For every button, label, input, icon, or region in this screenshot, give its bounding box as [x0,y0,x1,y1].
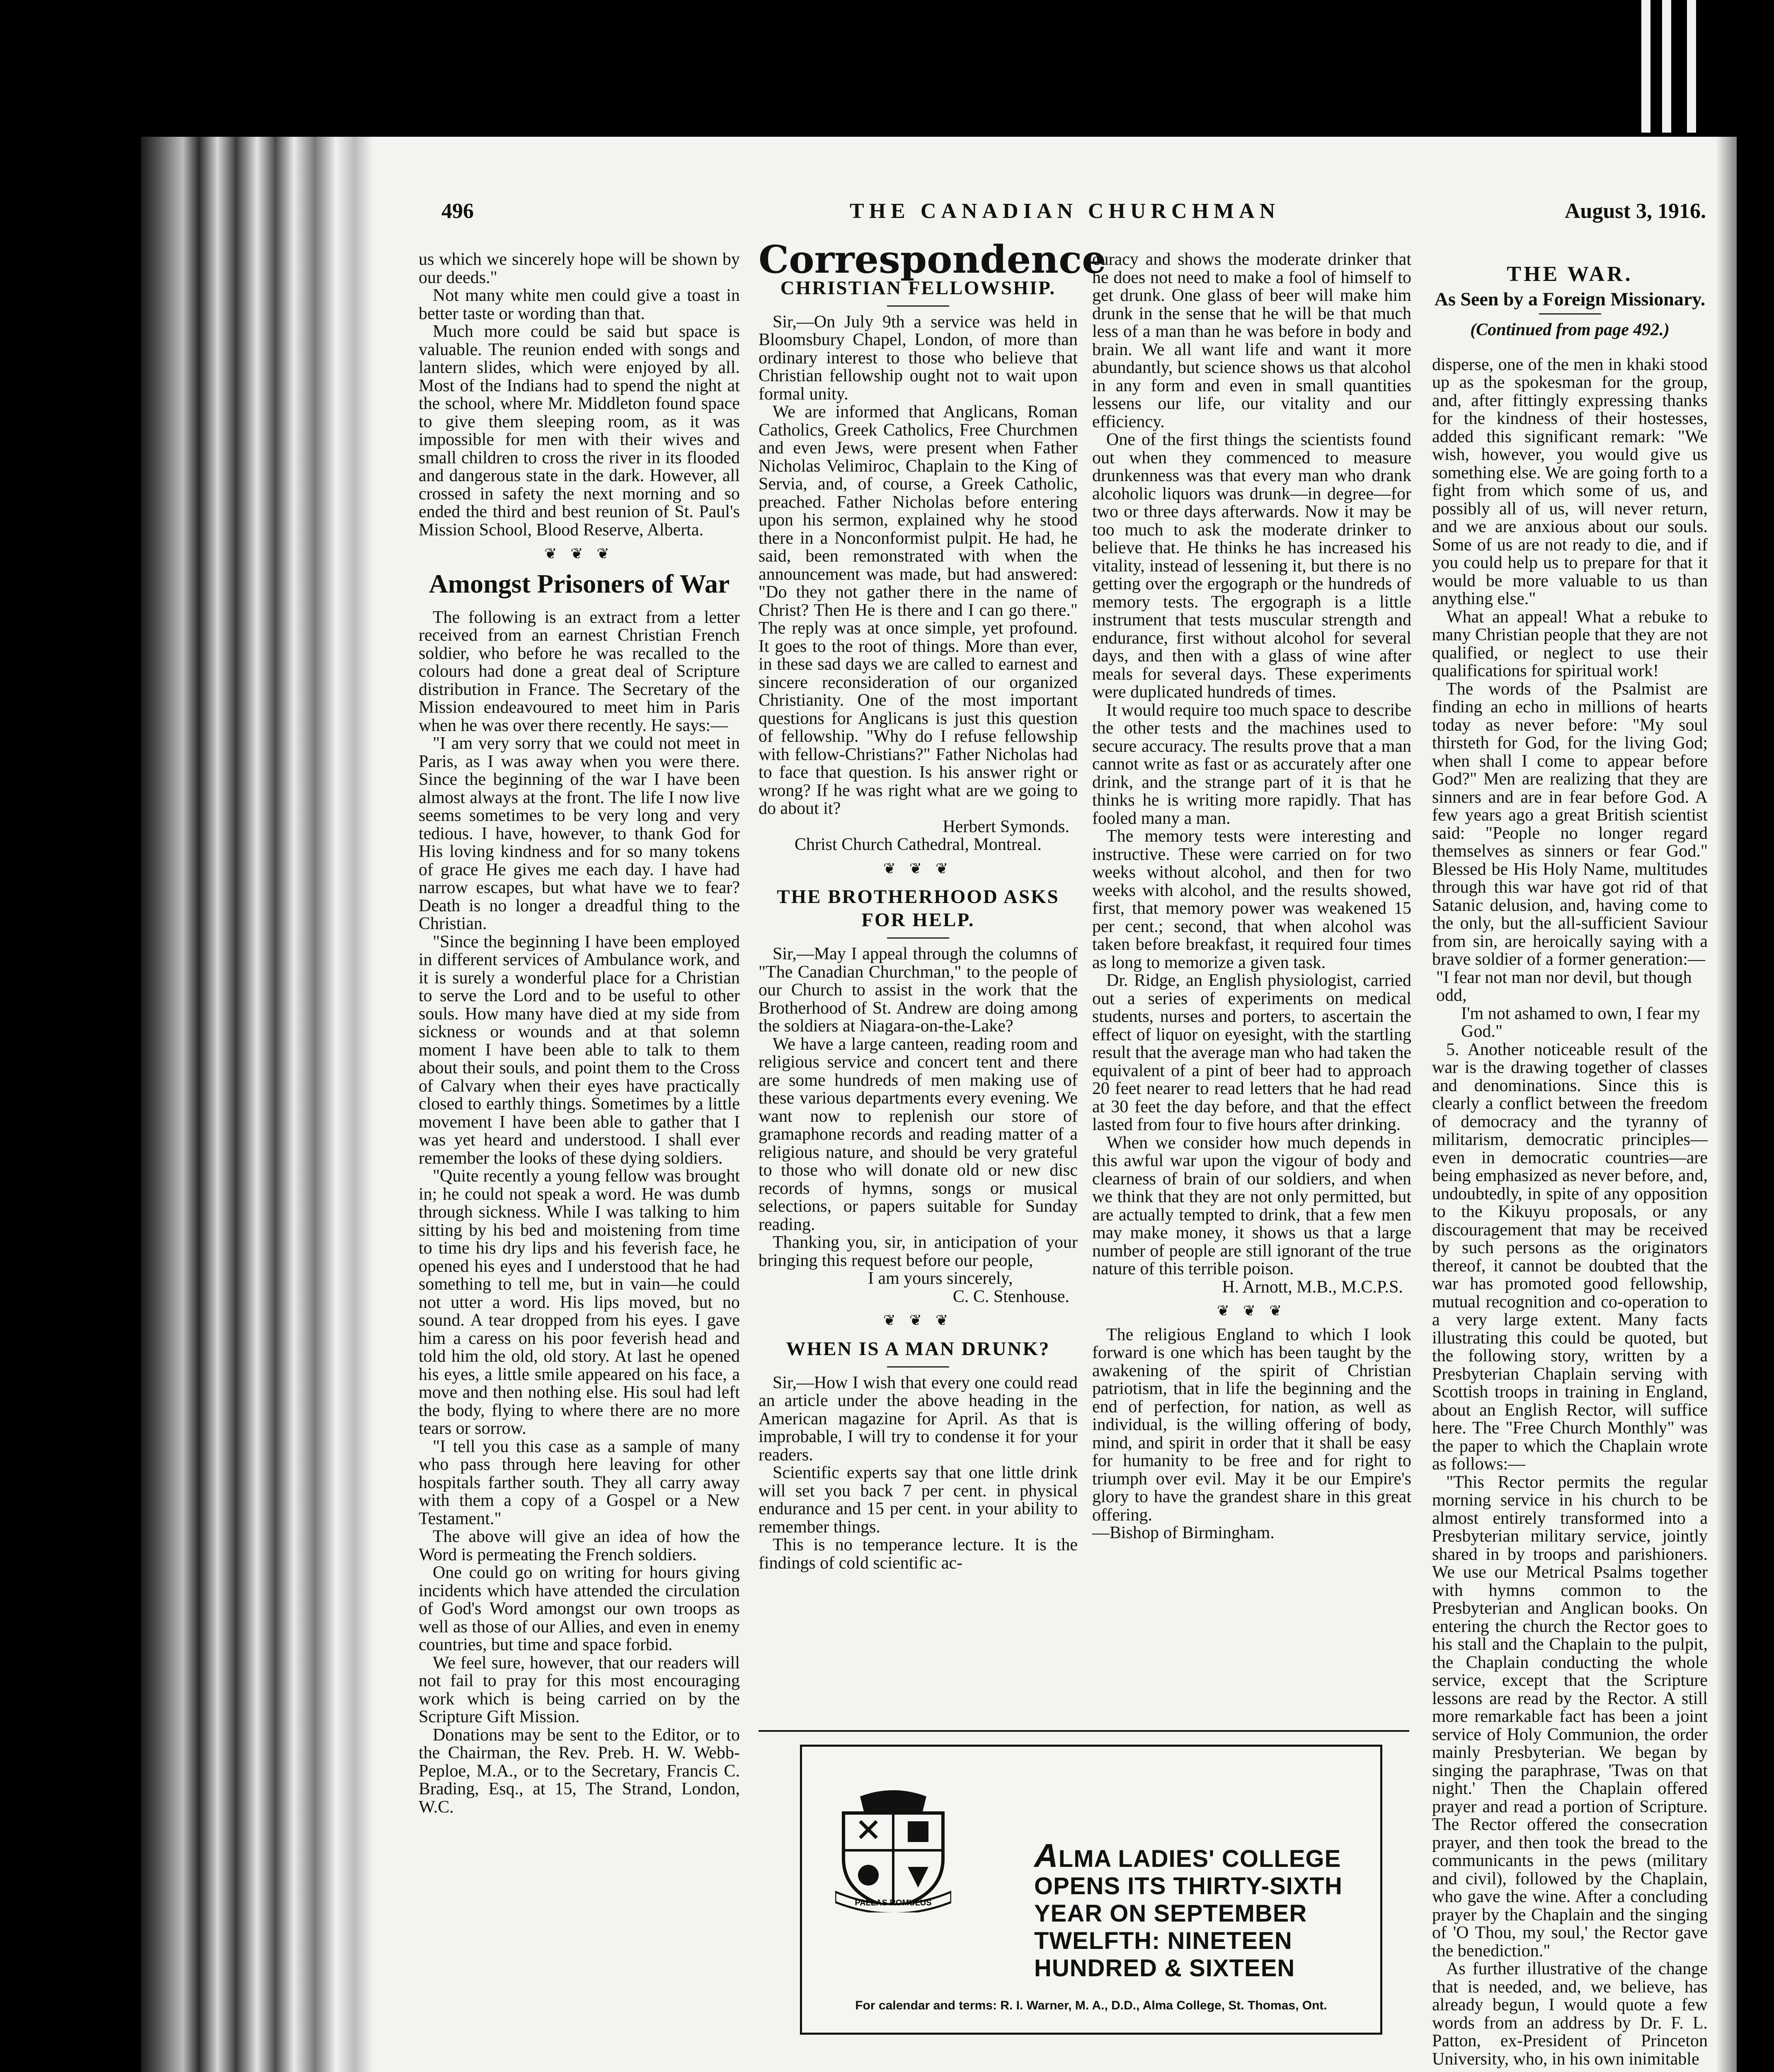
ornament: ❦ ❦ ❦ [544,545,614,562]
ad-headline [1034,1837,1343,1982]
letter-paragraph: Sir,—May I appeal through the columns of "The Canadian Churchman," to the people of our Church to assist in the work that the Brotherhood of St. Andrew are doing among the soldiers at Niagara-on-the-Lake? [759,944,1078,1036]
film-edge-mark [1662,0,1671,133]
article-paragraph: 5. Another noticeable result of the war is the drawing together of classes and denominations. Since this is clearly a conflict between the freedom of democracy and the tyranny of militarism, democratic principles—even in democratic countries—are being emphasized as never before, and, undoubtedly, in spite of any opposition to the Kikuyu proposals, or any discouragement that may be received by such persons as the originators thereof, it cannot be doubted that the war has promoted good fellowship, mutual recognition and co-operation to a very large extent. Many facts illustrating this could be quoted, but the following story, written by a Presbyterian Chaplain serving with Scottish troops in training in England, about an English Rector, will suffice here. The "Free Church Monthly" was the paper to which the Chaplain wrote as follows:— [1432,1040,1708,1474]
section-title: Correspondence [759,237,1106,282]
film-edge-mark [1687,0,1696,133]
crest-motto: PALLAS ROMULUS [855,1898,932,1907]
letter-closing: I am yours sincerely, [868,1269,1013,1288]
letter-paragraph: Dr. Ridge, an English physiologist, carried out a series of experiments on medical students, nurses and porters, to ascertain the effect of liquor on eyesight, with the startling result that the average man who had taken the equivalent of a pint of beer had to approach 20 feet nearer to read letters that he had read at 30 feet the day before, and that the effect lasted from four to five hours after drinking. [1092,971,1411,1134]
letter-paragraph: We have a large canteen, reading room and religious service and concert tent and there are some hundreds of men making use of these various departments every evening. We want now to replenish our store of gramaphone records and reading matter of a religious nature, and should be very grateful to those who will donate old or new disc records of hymns, songs or musical selections, or papers suitable for Sunday reading. [759,1034,1078,1234]
column-2 [759,237,1106,1573]
verse-line: I'm not ashamed to own, I fear my God." [1461,1004,1700,1041]
ad-line: TWELFTH: NINETEEN [1034,1927,1292,1954]
letter-paragraph: When we consider how much depends in this awful war upon the vigour of body and clearness of brain of our soldiers, and when we think that they are not only permitted, but are actually tempted to drink, that a few men may make money, it shows us that a large number of people are still ignorant of the true nature of this terrible poison. [1092,1133,1411,1278]
ad-line: YEAR ON SEPTEMBER [1034,1900,1307,1927]
article-paragraph: The words of the Psalmist are finding an echo in millions of hearts today as never before: "My soul thirsteth for God, for the living God; when shall I come to appear before God?" Men are realizing that they are sinners and are in fear before God. A few years ago a great British scientist said: "People no longer regard themselves as sinners or fear God." Blessed be His Holy Name, multitudes through this war have got rid of that Satanic delusion, and, having come to the only, but the all-sufficient Saviour from sin, are heroically saying with a brave soldier of a former generation:— [1432,679,1708,969]
column-3 [1092,251,1411,1542]
letter-paragraph: Scientific experts say that one little drink will set you back 7 per cent. in physical endurance and 15 per cent. in your ability to remember things. [759,1463,1078,1537]
quote-source: —Bishop of Birmingham. [1092,1523,1275,1542]
alma-college-advertisement [800,1745,1382,2035]
article-paragraph: Donations may be sent to the Editor, or to the Chairman, the Rev. Preb. H. W. Webb-Peploe, M.A., or to the Secretary, Francis C. Brading, Esq., at 15, The Strand, London, W.C. [419,1725,740,1817]
article-paragraph: We feel sure, however, that our readers will not fail to pray for this most encouraging work which is being carried on by the Scripture Gift Mission. [419,1653,740,1726]
letter-paragraph: One of the first things the scientists found out when they commenced to measure drunkenness was that every man who drank alcoholic liquors was drunk—in degree—for two or three days afterwards. Now it may be too much to ask the moderate drinker to believe that. He thinks he has increased his vitality, instead of lessening it, but there is no getting over the ergograph or the hundreds of memory tests. The ergograph is a little instrument that tests muscular strength and endurance, first without alcohol for several days, and then with a glass of wine after meals for several days. These experiments were duplicated hundreds of times. [1092,430,1411,702]
ad-line: OPENS ITS THIRTY-SIXTH [1034,1873,1343,1900]
article-heading: Amongst Prisoners of War [429,569,730,598]
article-paragraph: "I tell you this case as a sample of many who pass through here leaving for other hospitals farther south. They all carry away with them a copy of a Gospel or a New Testament." [419,1437,740,1528]
letter-paragraph: The memory tests were interesting and instructive. These were carried on for two weeks without alcohol, and then for two weeks with alcohol, and the results showed, first, that memory power was weakened 15 per cent.; second, that when alcohol was taken before breakfast, it required four times as long to memorize a given task. [1092,827,1411,972]
letter-paragraph: It would require too much space to describe the other tests and the machines used to secure accuracy. The results prove that a man cannot write as fast or as accurately after one drink, and the strange part of it is that he thinks he is writing more rapidly. That has fooled many a man. [1092,700,1411,828]
ornament: ❦ ❦ ❦ [883,1312,953,1329]
divider [887,305,949,307]
ad-line: LMA LADIES' COLLEGE [1058,1845,1341,1872]
letter-location: Christ Church Cathedral, Montreal. [794,835,1042,854]
article-heading: THE WAR. [1507,262,1633,286]
article-paragraph: "Quite recently a young fellow was brought in; he could not speak a word. He was dumb through sickness. While I was talking to him sitting by his bed and moistening from time to time his dry lips and his feverish face, he opened his eyes and I understood that he had something to tell me, but in vain—he could not utter a word. His lips moved, but no sound. A tear dropped from his eyes. I gave him a caress on his poor feverish head and told him the old, old story. At last he opened his eyes, a little smile appeared on his face, a move and then nothing else. His soul had left the body, flying to where there are no more tears or sorrow. [419,1167,740,1438]
column-4 [1432,261,1708,2068]
article-paragraph: us which we sincerely hope will be shown by our deeds." [419,250,740,287]
article-paragraph: What an appeal! What a rebuke to many Christian people that they are not qualified, or neglect to use their qualifications for spiritual work! [1432,607,1708,680]
continued-note: (Continued from page 492.) [1470,320,1670,339]
article-paragraph: The following is an extract from a letter received from an earnest Christian French soldier, who before he was recalled to the colours had done a great deal of Scripture distribution in France. The Secretary of the Mission endeavoured to meet him in Paris when he was over there recently. He says:— [419,608,740,735]
film-edge-mark [1641,0,1650,133]
letter-heading: WHEN IS A MAN DRUNK? [786,1338,1050,1360]
letter-heading: CHRISTIAN FELLOWSHIP. [780,277,1056,299]
page-title: THE CANADIAN CHURCHMAN [850,199,1280,223]
quote-paragraph: The religious England to which I look forward is one which has been taught by the awakening of the spirit of Christian patriotism, that in life the beginning and the end of perfection, for nation, as well as individual, is the willing offering of body, mind, and spirit in order that it shall be easy for humanity to be free and for right to triumph over evil. May it be our Empire's glory to have the grandest share in this great offering. [1092,1325,1411,1525]
page-number: 496 [441,199,474,223]
letter-paragraph: curacy and shows the moderate drinker that he does not need to make a fool of himself to get drunk. One glass of beer will make him drunk in the sense that he will be that much less of a man than he was before in body and brain. We all want life and want it more abundantly, but science shows us that alcohol in any form and even in small quantities lessens our life, our vitality and our efficiency. [1092,250,1411,431]
ad-divider [759,1730,1409,1732]
divider [887,937,949,939]
article-paragraph: Much more could be said but space is valuable. The reunion ended with songs and lantern slides, which were enjoyed by all. Most of the Indians had to spend the night at the school, where Mr. Middleton found space to give them sleeping room, as it was impossible for men with their wives and small children to cross the river in its flooded and dangerous state in the dark. However, all crossed in safety the next morning and so ended the third and best reunion of St. Paul's Mission School, Blood Reserve, Alberta. [419,322,740,540]
ornament: ❦ ❦ ❦ [1217,1302,1287,1319]
article-paragraph: "I am very sorry that we could not meet in Paris, as I was away when you were there. Since the beginning of the war I have been almost always at the front. The life I now live seems sometimes to be very long and very tedious. I have, however, to thank God for His loving kindness and for so many tokens of grace He gives me each day. I have had narrow escapes, but what have we to fear? Death is no longer a dreadful thing to the Christian. [419,734,740,933]
letter-paragraph: We are informed that Anglicans, Roman Catholics, Greek Catholics, Free Churchmen and even Jews, were present when Father Nicholas Velimiroc, Chaplain to the King of Servia, and, of course, a Greek Catholic, preached. Father Nicholas before entering upon his sermon, explained why he stood there in a Nonconformist pulpit. He had, he said, been remonstrated with when the announcement was made, but had answered: "Do they not gather there in the name of Christ? Then He is there and I can go there." The reply was at once simple, yet profound. It goes to the root of things. More than ever, in these sad days we are called to earnest and sincere reconsideration of our organized Christianity. One of the most important questions for Anglicans is just this question of fellowship. "Why do I refuse fellowship with fellow-Christians?" Father Nicholas had to face that question. Is his answer right or wrong? If he was right what are we going to do about it? [759,402,1078,818]
book-gutter [141,137,373,2072]
letter-signature: C. C. Stenhouse. [952,1287,1069,1306]
ad-footer: For calendar and terms: R. I. Warner, M. A., D.D., Alma College, St. Thomas, Ont. [855,1999,1327,2012]
newspaper-page [373,137,1737,2072]
letter-heading: THE BROTHERHOOD ASKS FOR HELP. [777,886,1059,931]
article-paragraph: One could go on writing for hours giving incidents which have attended the circulation of God's Word amongst our own troops as well as those of our Allies, and even in enemy countries, but time and space forbid. [419,1563,740,1654]
article-paragraph: "Since the beginning I have been employed in different services of Ambulance work, and it is surely a wonderful place for a Christian to serve the Lord and to be useful to other souls. How many have died at my side from sickness or wounds and at that solemn moment I have been able to talk to them about their souls, and point them to the Cross of Calvary when their eyes have practically closed to earthly things. Sometimes by a little movement I have been able to gather that I was yet heard and understood. I shall ever remember the looks of these dying soldiers. [419,932,740,1168]
divider [887,1366,949,1368]
ad-initial-letter: A [1034,1837,1059,1874]
article-paragraph: The above will give an idea of how the Word is permeating the French soldiers. [419,1527,740,1564]
article-paragraph: As further illustrative of the change that is needed, and, we believe, has already begun, I would quote a few words from an address by Dr. F. L. Patton, ex-President of Princeton University, who, in his own inimitable [1432,1959,1708,2069]
article-paragraph: disperse, one of the men in khaki stood up as the spokesman for the group, and, after fittingly expressing thanks for the kindness of their hostesses, added this significant remark: "We wish, however, you would give us something else. We are going forth to a fight from which some of us, and possibly all of us, will never return, and we are anxious about our souls. Some of us are not ready to die, and if you could help us to prepare for that it would be more valuable to us than anything else." [1432,355,1708,608]
letter-paragraph: Sir,—How I wish that every one could read an article under the above heading in the American magazine for April. As that is improbable, I will try to condense it for your readers. [759,1373,1078,1464]
letter-signature: H. Arnott, M.B., M.C.P.S. [1222,1277,1403,1297]
college-crest-icon [835,1788,951,1912]
verse-line: "I fear not man nor devil, but though odd, [1436,968,1692,1005]
divider [1539,313,1601,315]
page-edge-shadow [1716,137,1741,2072]
letter-paragraph: This is no temperance lecture. It is the findings of cold scientific ac- [759,1535,1078,1573]
ornament: ❦ ❦ ❦ [883,860,953,877]
column-1 [419,251,740,1816]
ad-line: HUNDRED & SIXTEEN [1034,1955,1295,1982]
letter-signature: Herbert Symonds. [943,817,1069,836]
issue-date: August 3, 1916. [1565,199,1706,223]
letter-paragraph: Thanking you, sir, in anticipation of your bringing this request before our people, [759,1233,1078,1270]
article-subheading: As Seen by a Foreign Missionary. [1434,288,1706,310]
article-paragraph: Not many white men could give a toast in better taste or wording than that. [419,286,740,323]
article-paragraph: "This Rector permits the regular morning service in his church to be almost entirely transformed into a Presbyterian military service, jointly shared in by troops and parishioners. We use our Metrical Psalms together with hymns common to the Presbyterian and Anglican books. On entering the church the Rector goes to his stall and the Chaplain to the pulpit, the Chaplain conducting the whole service, except that the Scripture lessons are read by the Rector. A still more remarkable fact has been a joint service of Holy Communion, the order mainly Presbyterian. We began by singing the paraphrase, 'Twas on that night.' Then the Chaplain offered prayer and read a portion of Scripture. The Rector offered the consecration prayer, and then took the bread to the communicants in the pews (military and civil), followed by the Chaplain, who gave the wine. After a concluding prayer by the Chaplain and the singing of 'O Thou, my soul,' the Rector gave the benediction." [1432,1472,1708,1961]
letter-paragraph: Sir,—On July 9th a service was held in Bloomsbury Chapel, London, of more than ordinary interest to those who believe that Christian fellowship ought not to wait upon formal unity. [759,312,1078,404]
